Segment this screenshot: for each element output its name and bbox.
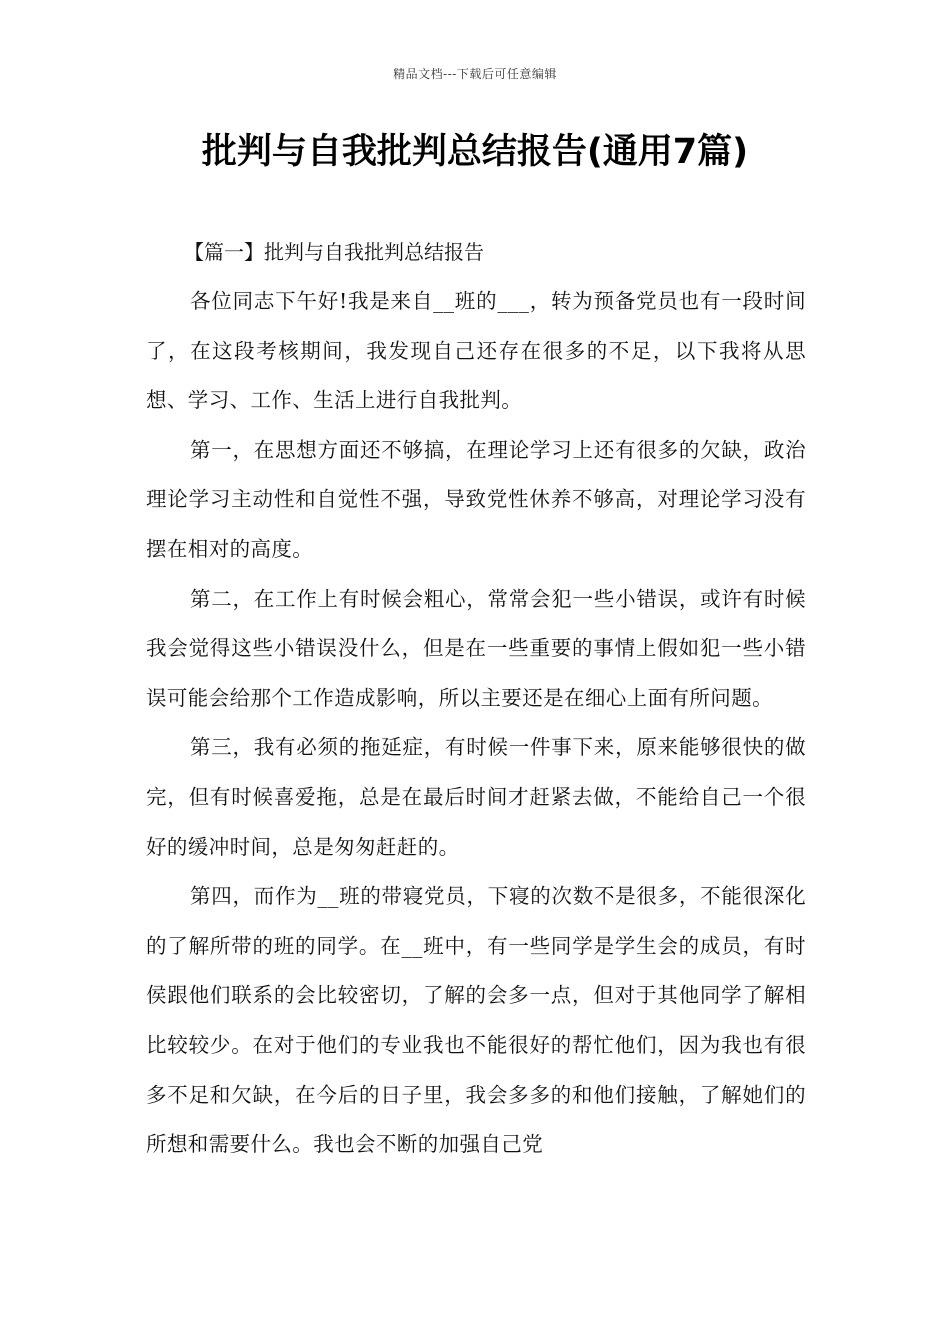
section-heading: 【篇一】批判与自我批判总结报告 xyxy=(184,240,484,264)
paragraph-1: 各位同志下午好!我是来自__班的___，转为预备党员也有一段时间了，在这段考核期间，我发现自己还存在很多的不足，以下我将从思想、学习、工作、生活上进行自我批判。 xyxy=(146,289,806,413)
header-note: 精品文档---下载后可任意编辑 xyxy=(393,67,557,81)
document-body xyxy=(146,228,806,1170)
paragraph-3: 第二，在工作上有时候会粗心，常常会犯一些小错误，或许有时候我会觉得这些小错误没什么，但是在一些重要的事情上假如犯一些小错误可能会给那个工作造成影响，所以主要还是在细心上面有所问题。 xyxy=(146,586,806,710)
document-title: 批判与自我批判总结报告(通用7篇) xyxy=(201,132,749,172)
paragraph-2: 第一，在思想方面还不够搞，在理论学习上还有很多的欠缺，政治理论学习主动性和自觉性不强，导致党性休养不够高，对理论学习没有摆在相对的高度。 xyxy=(146,437,806,561)
paragraph-5: 第四，而作为__班的带寝党员，下寝的次数不是很多，不能很深化的了解所带的班的同学。在__班中，有一些同学是学生会的成员，有时侯跟他们联系的会比较密切，了解的会多一点，但对于其他同学了解相比较较少。在对于他们的专业我也不能很好的帮忙他们，因为我也有很多不足和欠缺，在今后的日子里，我会多多的和他们接触，了解她们的所想和需要什么。我也会不断的加强自己党 xyxy=(146,884,806,1157)
paragraph-4: 第三，我有必须的拖延症，有时候一件事下来，原来能够很快的做完，但有时候喜爱拖，总是在最后时间才赶紧去做，不能给自己一个很好的缓冲时间，总是匆匆赶赶的。 xyxy=(146,735,806,859)
